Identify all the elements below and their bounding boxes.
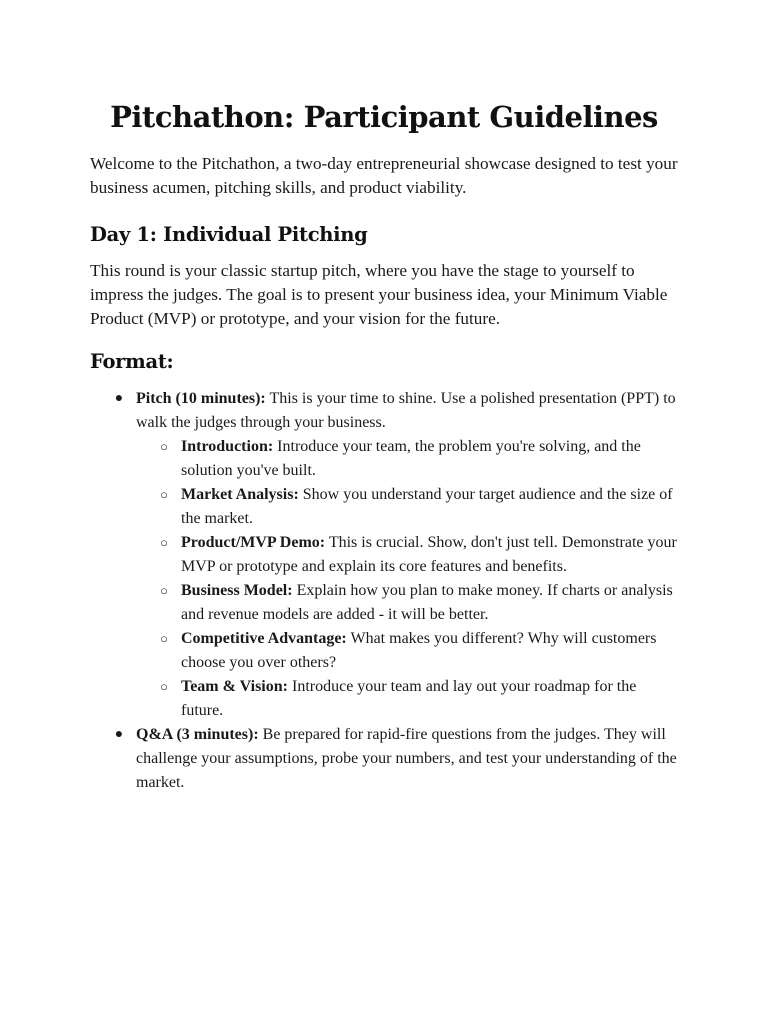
item-label: Pitch (10 minutes):	[136, 390, 266, 407]
subitem-business-model	[136, 579, 678, 627]
subitem-text: What makes you different? Why will customers choose you over others?	[181, 630, 657, 671]
item-text: This is your time to shine. Use a polished presentation (PPT) to walk the judges through your business.	[136, 390, 676, 431]
subitem-competitive-advantage	[136, 627, 678, 675]
format-list	[90, 387, 678, 795]
subitem-team-vision	[136, 675, 678, 723]
subitem-introduction	[136, 435, 678, 483]
subitem-label: Business Model:	[181, 582, 293, 599]
item-label: Q&A (3 minutes):	[136, 726, 259, 743]
item-text: Be prepared for rapid-fire questions from the judges. They will challenge your assumptions, probe your numbers, and test your understanding of the market.	[136, 726, 677, 791]
subitem-text: Introduce your team, the problem you're solving, and the solution you've built.	[181, 438, 641, 479]
format-item-qa	[90, 723, 678, 795]
hollow-bullet-icon: ○	[160, 439, 168, 454]
subitem-label: Market Analysis:	[181, 486, 299, 503]
subitem-text: This is crucial. Show, don't just tell. Demonstrate your MVP or prototype and explain its core features and benefits.	[181, 534, 677, 575]
day1-heading: Day 1: Individual Pitching	[90, 223, 368, 246]
format-heading: Format:	[90, 350, 174, 373]
subitem-label: Competitive Advantage:	[181, 630, 347, 647]
filled-bullet-icon: ●	[114, 727, 124, 742]
subitem-text: Explain how you plan to make money. If charts or analysis and revenue models are added - it will be better.	[181, 582, 673, 623]
document-title: Pitchathon: Participant Guidelines	[110, 100, 658, 134]
hollow-bullet-icon: ○	[160, 583, 168, 598]
subitem-label: Team & Vision:	[181, 678, 288, 695]
intro-paragraph: Welcome to the Pitchathon, a two-day entrepreneurial showcase designed to test your business acumen, pitching skills, and product viability.	[90, 154, 678, 198]
hollow-bullet-icon: ○	[160, 631, 168, 646]
pitch-sublist	[136, 435, 678, 723]
hollow-bullet-icon: ○	[160, 535, 168, 550]
hollow-bullet-icon: ○	[160, 679, 168, 694]
hollow-bullet-icon: ○	[160, 487, 168, 502]
subitem-label: Introduction:	[181, 438, 274, 455]
subitem-label: Product/MVP Demo:	[181, 534, 326, 551]
subitem-text: Introduce your team and lay out your roadmap for the future.	[181, 678, 637, 719]
subitem-text: Show you understand your target audience and the size of the market.	[181, 486, 673, 527]
subitem-product-demo	[136, 531, 678, 579]
filled-bullet-icon: ●	[114, 391, 124, 406]
day1-paragraph: This round is your classic startup pitch, where you have the stage to yourself to impress the judges. The goal is to present your business idea, your Minimum Viable Product (MVP) or prototype, and your vision for the future.	[90, 261, 668, 329]
format-item-pitch	[90, 387, 678, 723]
subitem-market-analysis	[136, 483, 678, 531]
